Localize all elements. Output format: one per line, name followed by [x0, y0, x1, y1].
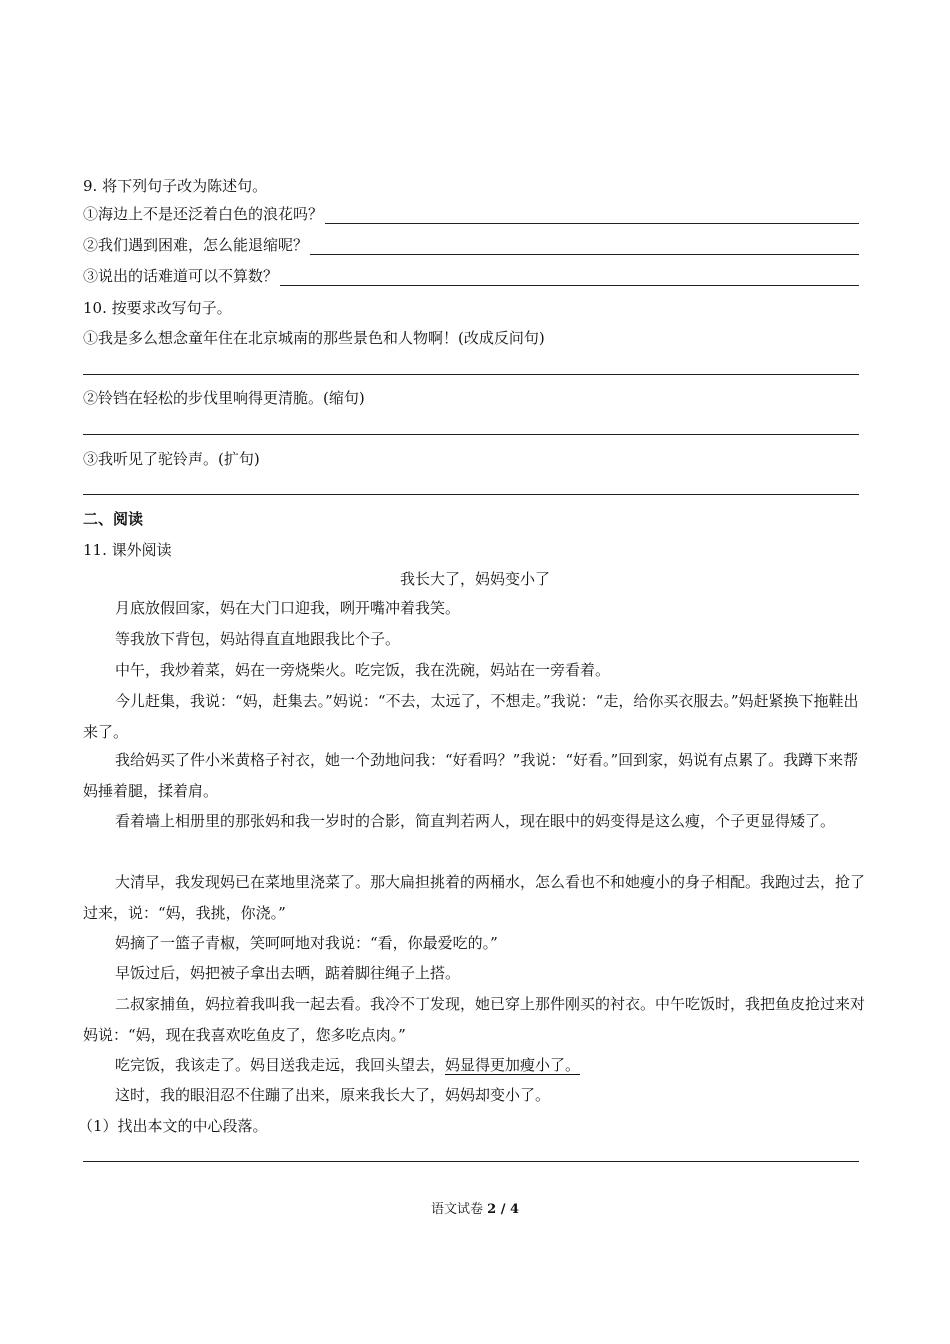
q9-item-3-text: ③说出的话难道可以不算数？ [83, 267, 279, 285]
article-paragraph-2: 等我放下背包，妈站得直直地跟我比个子。 [115, 630, 401, 648]
article-paragraph-12: 这时，我的眼泪忍不住蹦了出来，原来我长大了，妈妈却变小了。 [115, 1086, 551, 1104]
article-paragraph-11 [83, 1050, 867, 1081]
article-paragraph-1: 月底放假回家，妈在大门口迎我，咧开嘴冲着我笑。 [115, 599, 461, 617]
article-paragraph-7: 大清早，我发现妈已在菜地里浇菜了。那大扁担挑着的两桶水，怎么看也不和她瘦小的身子相配。我跑过去，抢了过来，说：“妈，我挑，你浇。” [83, 873, 866, 922]
q10-item-2: ②铃铛在轻松的步伐里响得更清脆。(缩句) [83, 389, 365, 407]
q11-sub-1: （1）找出本文的中心段落。 [78, 1117, 268, 1135]
q11-title: 11. 课外阅读 [83, 541, 172, 559]
footer-label: 语文试卷 [430, 1202, 483, 1217]
article-paragraph-4: 今儿赶集，我说：“妈，赶集去。”妈说：“不去，太远了，不想走。”我说：“走，给你买衣服去。”妈赶紧换下拖鞋出来了。 [83, 692, 859, 741]
article-title: 我长大了，妈妈变小了 [399, 570, 550, 588]
q11-sub-1-answer-line[interactable] [83, 1161, 859, 1162]
section-heading: 二、阅读 [83, 510, 144, 528]
page-footer [0, 1198, 950, 1217]
q9-item-1-text: ①海边上不是还泛着白色的浪花吗？ [83, 205, 324, 223]
q10-answer-line-1[interactable] [83, 374, 859, 375]
q10-title: 10. 按要求改写句子。 [83, 299, 232, 317]
article-paragraph-9: 早饭过后，妈把被子拿出去晒，踮着脚往绳子上搭。 [115, 964, 461, 982]
q9-item-1 [83, 202, 859, 224]
q9-answer-line-1[interactable] [325, 207, 859, 224]
q10-answer-line-2[interactable] [83, 434, 859, 435]
article-paragraph-3: 中午，我炒着菜，妈在一旁烧柴火。吃完饭，我在洗碗，妈站在一旁看着。 [115, 661, 611, 679]
q9-item-3 [83, 264, 859, 286]
article-paragraph-5: 我给妈买了件小米黄格子衬衣，她一个劲地问我：“好看吗？”我说：“好看。”回到家，妈说有点累了。我蹲下来帮妈捶着腿，揉着肩。 [83, 751, 859, 800]
q9-answer-line-3[interactable] [280, 269, 859, 286]
footer-page-number: 2 / 4 [487, 1202, 520, 1217]
article-paragraph-8: 妈摘了一篮子青椒，笑呵呵地对我说：“看，你最爱吃的。” [115, 934, 498, 952]
q9-item-2-text: ②我们遇到困难，怎么能退缩呢？ [83, 236, 309, 254]
article-paragraph-6: 看着墙上相册里的那张妈和我一岁时的合影，简直判若两人，现在眼中的妈变得是这么瘦，个子更显得矮了。 [115, 812, 836, 830]
q10-item-1: ①我是多么想念童年住在北京城南的那些景色和人物啊！(改成反问句) [83, 329, 545, 347]
q9-title: 9. 将下列句子改为陈述句。 [83, 177, 268, 195]
article-paragraph-10: 二叔家捕鱼，妈拉着我叫我一起去看。我冷不丁发现，她已穿上那件刚买的衬衣。中午吃饭时，我把鱼皮抢过来对妈说：“妈，现在我喜欢吃鱼皮了，您多吃点肉。” [83, 995, 866, 1044]
article-paragraph-11-text: 吃完饭，我该走了。妈目送我走远，我回头望去， [115, 1056, 446, 1074]
q10-answer-line-3[interactable] [83, 494, 859, 495]
q10-item-3: ③我听见了驼铃声。(扩句) [83, 450, 260, 468]
underlined-sentence: 妈显得更加瘦小了。 [445, 1056, 581, 1074]
q9-item-2 [83, 233, 859, 255]
q9-answer-line-2[interactable] [310, 238, 859, 255]
